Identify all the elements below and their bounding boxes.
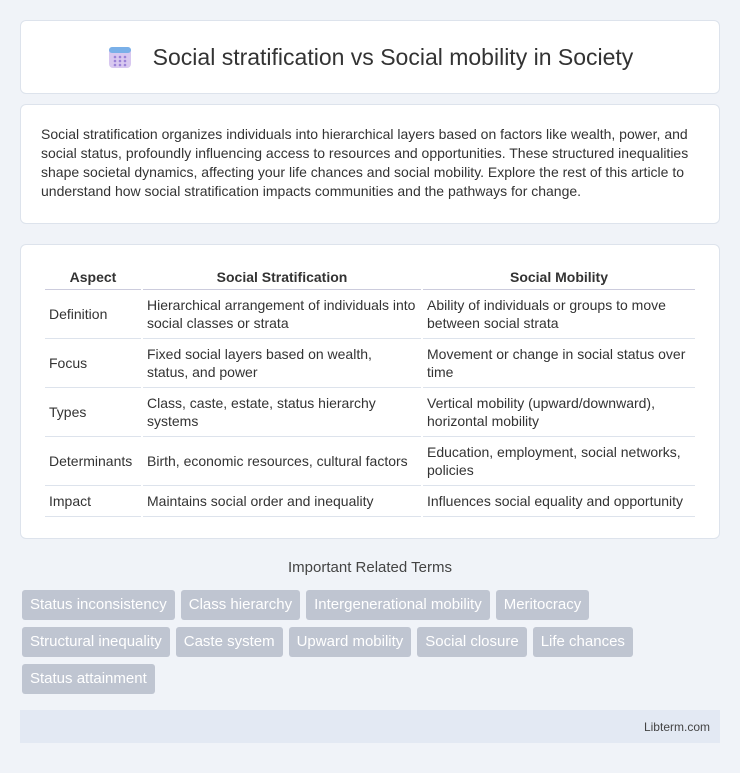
intro-card [20, 104, 720, 224]
intro-text: Social stratification organizes individuals into hierarchical layers based on factors like wealth, power, and social status, profoundly influencing access to resources and opportunities. These structured inequalities shape societal dynamics, affecting your life chances and social mobility. Explore the rest of this article to understand how social stratification impacts communities and the pathways for change. [41, 126, 689, 199]
table-row [45, 486, 695, 517]
tag-class-hierarchy[interactable]: Class hierarchy [181, 590, 300, 620]
related-terms-title: Important Related Terms [288, 559, 452, 576]
footer [20, 710, 720, 743]
table-row [45, 290, 695, 339]
related-terms-list [22, 590, 722, 701]
tag-structural-inequality[interactable]: Structural inequality [22, 627, 170, 657]
table-cell: Birth, economic resources, cultural factors [143, 437, 421, 486]
table-header-row [45, 263, 695, 290]
table-cell: Influences social equality and opportunity [423, 486, 695, 517]
tag-status-attainment[interactable]: Status attainment [22, 664, 155, 694]
column-header-aspect: Aspect [45, 263, 141, 290]
footer-brand-link[interactable]: Libterm.com [643, 719, 710, 734]
tag-status-inconsistency[interactable]: Status inconsistency [22, 590, 175, 620]
header-card [20, 20, 720, 94]
tag-meritocracy[interactable]: Meritocracy [496, 590, 590, 620]
tag-intergenerational-mobility[interactable]: Intergenerational mobility [306, 590, 490, 620]
table-cell: Ability of individuals or groups to move between social strata [423, 290, 695, 339]
tag-upward-mobility[interactable]: Upward mobility [289, 627, 412, 657]
tag-social-closure[interactable]: Social closure [417, 627, 526, 657]
table-row [45, 339, 695, 388]
table-row [45, 388, 695, 437]
table-cell: Fixed social layers based on wealth, status, and power [143, 339, 421, 388]
table-cell: Maintains social order and inequality [143, 486, 421, 517]
table-cell: Types [45, 388, 141, 437]
table-cell: Class, caste, estate, status hierarchy systems [143, 388, 421, 437]
table-cell: Vertical mobility (upward/downward), horizontal mobility [423, 388, 695, 437]
table-cell: Impact [45, 486, 141, 517]
comparison-table [43, 263, 697, 517]
calendar-grid-icon [107, 44, 133, 70]
comparison-table-card [20, 244, 720, 539]
column-header-stratification: Social Stratification [143, 263, 421, 290]
table-cell: Determinants [45, 437, 141, 486]
table-row [45, 437, 695, 486]
table-cell: Movement or change in social status over time [423, 339, 695, 388]
page-title: Social stratification vs Social mobility in Society [152, 43, 634, 70]
table-cell: Education, employment, social networks, policies [423, 437, 695, 486]
table-cell: Focus [45, 339, 141, 388]
tag-life-chances[interactable]: Life chances [533, 627, 633, 657]
table-cell: Definition [45, 290, 141, 339]
table-cell: Hierarchical arrangement of individuals into social classes or strata [143, 290, 421, 339]
tag-caste-system[interactable]: Caste system [176, 627, 283, 657]
column-header-mobility: Social Mobility [423, 263, 695, 290]
